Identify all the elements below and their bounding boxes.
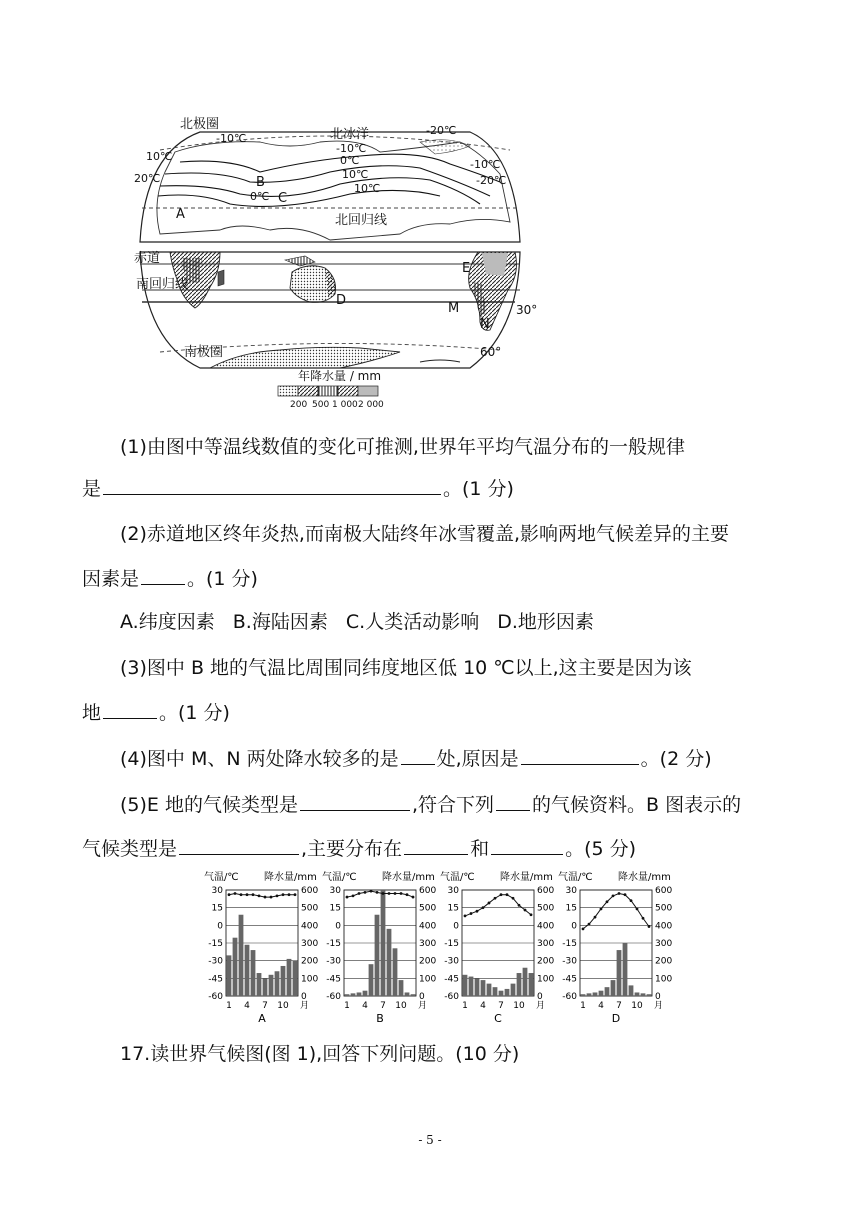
- isotherm-label: -10℃: [470, 158, 501, 171]
- temp-tick: -60: [444, 992, 459, 1002]
- month-tick: 4: [598, 1001, 604, 1011]
- precip-bar: [523, 968, 528, 996]
- precip-bar: [469, 977, 474, 996]
- q5-line1: [120, 792, 741, 817]
- q3-line1: (3)图中 B 地的气温比周围同纬度地区低 10 ℃以上,这主要是因为该: [120, 657, 692, 679]
- temp-tick: 15: [211, 903, 223, 914]
- temp-point: [648, 925, 651, 928]
- q5-mid3: 和: [470, 838, 490, 860]
- q5-pre: (5)E 地的气候类型是: [120, 794, 298, 816]
- temp-tick: -15: [562, 939, 577, 949]
- temp-tick: 15: [329, 903, 341, 914]
- climate-chart-a: [204, 870, 318, 1025]
- precip-tick: 300: [419, 939, 437, 949]
- q2-line1: (2)赤道地区终年炎热,而南极大陆终年冰雪覆盖,影响两地气候差异的主要: [120, 523, 729, 545]
- temp-tick: 0: [453, 921, 459, 932]
- isotherm-label: 10℃: [342, 168, 369, 181]
- temp-point: [288, 893, 291, 896]
- precip-bar: [647, 994, 652, 996]
- precip-bar: [593, 992, 598, 996]
- label-antarctic-circle: 南极圈: [184, 345, 224, 360]
- precip-bar: [405, 992, 410, 996]
- precip-bar: [617, 950, 622, 996]
- label-arctic-circle: 北极圈: [180, 117, 220, 132]
- precip-tick: 0: [419, 992, 425, 1002]
- temp-tick: -30: [562, 956, 577, 967]
- temp-tick: -15: [444, 939, 459, 949]
- temp-point: [270, 896, 273, 899]
- temp-tick: -45: [326, 974, 341, 985]
- precip-bar: [587, 993, 592, 996]
- temp-point: [282, 893, 285, 896]
- q5-answer-blank-1[interactable]: [300, 792, 410, 811]
- isotherm-label: -20℃: [426, 124, 457, 137]
- temp-tick: 30: [329, 886, 341, 896]
- temp-point: [630, 899, 633, 902]
- q5-mid2: ,主要分布在: [301, 838, 403, 860]
- q1-answer-blank[interactable]: [103, 476, 441, 495]
- q4-answer-blank-1[interactable]: [401, 746, 435, 765]
- month-tick: 7: [616, 1001, 622, 1011]
- isotherm-label: 0℃: [340, 154, 360, 167]
- precip-tick: 0: [301, 992, 307, 1002]
- precip-bar: [629, 985, 634, 996]
- isotherm-label: -20℃: [476, 174, 507, 187]
- precip-bar: [233, 938, 238, 996]
- temp-tick: 30: [447, 886, 459, 896]
- temp-point: [364, 891, 367, 894]
- temp-tick: 15: [565, 903, 577, 914]
- month-tick: 7: [498, 1001, 504, 1011]
- precip-tick: 100: [537, 974, 555, 985]
- precip-bar: [363, 991, 368, 996]
- q2-option-c[interactable]: C.人类活动影响: [345, 611, 480, 633]
- precip-tick: 200: [419, 956, 437, 967]
- temp-point: [276, 894, 279, 897]
- temp-point: [624, 893, 627, 896]
- climate-chart-c: [440, 870, 554, 1025]
- q2-option-b[interactable]: B.海陆因素: [232, 611, 328, 633]
- month-tick: 4: [244, 1001, 250, 1011]
- chart-title: D: [611, 1012, 621, 1025]
- precip-tick: 200: [537, 956, 555, 967]
- precip-bar: [393, 948, 398, 996]
- legend-title: 年降水量 / mm: [298, 369, 382, 383]
- q1-post: 。(1 分): [443, 478, 514, 500]
- precip-bar: [381, 890, 386, 996]
- precip-bar: [369, 964, 374, 996]
- precip-tick: 100: [301, 974, 319, 985]
- temp-point: [636, 907, 639, 910]
- temp-point: [600, 907, 603, 910]
- temp-axis-label: 气温/℃: [558, 872, 593, 883]
- month-tick: 10: [395, 1001, 407, 1011]
- temp-point: [400, 892, 403, 895]
- precip-bar: [487, 984, 492, 996]
- point-a: A: [176, 207, 185, 222]
- month-tick: 4: [362, 1001, 368, 1011]
- temp-point: [582, 927, 585, 930]
- legend-tick: 2 000: [358, 400, 384, 410]
- precip-bar: [245, 945, 250, 996]
- precip-tick: 500: [301, 903, 319, 914]
- temp-tick: 30: [211, 886, 223, 896]
- q2-line2: [82, 566, 258, 591]
- temp-tick: -30: [326, 956, 341, 967]
- precip-bar: [387, 929, 392, 996]
- legend-tick: 500: [312, 400, 330, 410]
- precip-bar: [269, 975, 274, 996]
- q1-pre: 是: [82, 478, 102, 500]
- q17-line: 17.读世界气候图(图 1),回答下列问题。(10 分): [120, 1043, 520, 1065]
- q2-answer-blank[interactable]: [141, 566, 185, 585]
- q2-options: [120, 610, 606, 634]
- temp-point: [264, 896, 267, 899]
- temp-tick: -60: [562, 992, 577, 1002]
- point-b: B: [256, 175, 265, 190]
- temp-tick: -15: [208, 939, 223, 949]
- precip-tick: 400: [419, 921, 437, 932]
- temp-point: [594, 916, 597, 919]
- q5-post2: 。(5 分): [565, 838, 637, 860]
- q5-post: 的气候资料。B 图表示的: [532, 794, 742, 816]
- precip-tick: 100: [655, 974, 673, 985]
- point-n: N: [480, 317, 490, 332]
- precip-bar: [411, 994, 416, 996]
- temp-point: [470, 912, 473, 915]
- label-lat-60: 60°: [480, 345, 502, 359]
- temp-point: [506, 893, 509, 896]
- isotherm-label: 10℃: [146, 150, 173, 163]
- precip-axis-label: 降水量/mm: [264, 872, 317, 883]
- q5-answer-blank-2[interactable]: [496, 792, 530, 811]
- temp-point: [376, 891, 379, 894]
- temp-axis-label: 气温/℃: [440, 872, 475, 883]
- precip-tick: 300: [537, 939, 555, 949]
- precip-tick: 300: [655, 939, 673, 949]
- precip-tick: 600: [419, 886, 437, 896]
- month-tick: 1: [344, 1001, 350, 1011]
- page-number: - 5 -: [418, 1133, 442, 1147]
- precip-bar: [227, 955, 232, 996]
- temp-tick: 0: [217, 921, 223, 932]
- q3-line2: [82, 700, 230, 725]
- temp-line: [465, 895, 531, 916]
- world-climate-map: [120, 112, 540, 412]
- temp-point: [394, 892, 397, 895]
- q4-pre: (4)图中 M、N 两处降水较多的是: [120, 748, 399, 770]
- precip-bar: [505, 989, 510, 996]
- temp-tick: 0: [571, 921, 577, 932]
- precip-bar: [517, 973, 522, 996]
- temp-point: [234, 892, 237, 895]
- q4-post: 。(2 分): [640, 748, 712, 770]
- precip-bar: [375, 915, 380, 996]
- precip-bar: [499, 991, 504, 996]
- q3-pre: 地: [82, 702, 102, 724]
- temp-tick: -15: [326, 939, 341, 949]
- temp-line: [229, 894, 295, 898]
- temp-point: [240, 893, 243, 896]
- temp-point: [642, 917, 645, 920]
- precip-tick: 300: [301, 939, 319, 949]
- q5-pre2: 气候类型是: [82, 838, 178, 860]
- point-d: D: [336, 293, 347, 308]
- temp-tick: -30: [444, 956, 459, 967]
- month-unit: 月: [654, 1001, 664, 1011]
- precip-bar: [287, 959, 292, 996]
- temp-tick: 0: [335, 921, 341, 932]
- temp-point: [382, 892, 385, 895]
- precip-tick: 200: [301, 956, 319, 967]
- q5-answer-blank-3[interactable]: [179, 836, 299, 855]
- temp-point: [346, 896, 349, 899]
- climate-chart-d: [558, 870, 672, 1025]
- precip-tick: 400: [537, 921, 555, 932]
- precip-bar: [275, 971, 280, 996]
- month-unit: 月: [536, 1001, 546, 1011]
- chart-title: B: [376, 1012, 384, 1025]
- temp-point: [252, 893, 255, 896]
- precip-bar: [511, 984, 516, 996]
- temp-point: [494, 897, 497, 900]
- q5-line2: [82, 836, 636, 861]
- month-tick: 1: [226, 1001, 232, 1011]
- climate-chart-b: [322, 870, 436, 1025]
- temp-tick: -45: [444, 974, 459, 985]
- precip-bar: [399, 980, 404, 996]
- label-tropic-cancer: 北回归线: [335, 213, 388, 228]
- month-tick: 10: [513, 1001, 525, 1011]
- legend-tick: 1 000: [332, 400, 358, 410]
- q3-answer-blank[interactable]: [103, 700, 157, 719]
- temp-tick: 30: [565, 886, 577, 896]
- point-c: C: [278, 191, 288, 206]
- precip-bar: [239, 915, 244, 996]
- precip-bar: [463, 975, 468, 996]
- precip-tick: 600: [537, 886, 555, 896]
- isotherm-label: 10℃: [354, 182, 381, 195]
- label-tropic-capricorn: 南回归线: [136, 277, 189, 292]
- temp-point: [612, 894, 615, 897]
- temp-point: [352, 894, 355, 897]
- precip-bar: [599, 991, 604, 996]
- precip-tick: 600: [301, 886, 319, 896]
- legend-tick: 200: [290, 400, 308, 410]
- temp-point: [530, 913, 533, 916]
- temp-point: [606, 900, 609, 903]
- temp-tick: -45: [208, 974, 223, 985]
- month-tick: 10: [631, 1001, 643, 1011]
- precip-tick: 600: [655, 886, 673, 896]
- q4-answer-blank-2[interactable]: [521, 746, 639, 765]
- climate-charts: [200, 868, 680, 1028]
- temp-point: [588, 923, 591, 926]
- temp-point: [618, 892, 621, 895]
- temp-point: [294, 893, 297, 896]
- temp-line: [583, 894, 649, 929]
- temp-point: [228, 893, 231, 896]
- month-tick: 1: [462, 1001, 468, 1011]
- precip-bar: [481, 980, 486, 996]
- temp-point: [388, 892, 391, 895]
- label-lat-30: 30°: [516, 303, 538, 317]
- temp-point: [488, 902, 491, 905]
- isotherm-label: 20℃: [134, 172, 161, 185]
- temp-axis-label: 气温/℃: [322, 872, 357, 883]
- q1-line2: [82, 476, 514, 501]
- precip-bar: [635, 992, 640, 996]
- temp-axis-label: 气温/℃: [204, 872, 239, 883]
- temp-point: [464, 915, 467, 918]
- precip-tick: 400: [301, 921, 319, 932]
- temp-point: [518, 904, 521, 907]
- precip-tick: 100: [419, 974, 437, 985]
- precip-tick: 400: [655, 921, 673, 932]
- isotherm-label: 0℃: [250, 190, 270, 203]
- precip-tick: 500: [655, 903, 673, 914]
- q3-post: 。(1 分): [159, 702, 230, 724]
- temp-point: [370, 890, 373, 893]
- point-e: E: [462, 261, 471, 276]
- precip-bar: [623, 943, 628, 996]
- temp-point: [246, 893, 249, 896]
- precip-bar: [529, 973, 534, 996]
- precip-bar: [475, 978, 480, 996]
- precip-tick: 0: [537, 992, 543, 1002]
- temp-point: [406, 893, 409, 896]
- temp-point: [258, 894, 261, 897]
- q2-post: 。(1 分): [187, 568, 258, 590]
- q5-answer-blank-5[interactable]: [491, 836, 563, 855]
- temp-point: [524, 909, 527, 912]
- precip-tick: 500: [537, 903, 555, 914]
- q2-option-d[interactable]: D.地形因素: [497, 611, 594, 633]
- temp-point: [482, 906, 485, 909]
- map-upper-panel: [140, 132, 520, 242]
- precip-bar: [345, 994, 350, 996]
- q5-mid: ,符合下列: [411, 794, 495, 816]
- q2-option-a[interactable]: A.纬度因素: [120, 611, 215, 633]
- precip-bar: [357, 992, 362, 996]
- precip-axis-label: 降水量/mm: [500, 872, 553, 883]
- precip-bar: [581, 994, 586, 996]
- precip-bar: [605, 987, 610, 996]
- temp-tick: -60: [208, 992, 223, 1002]
- temp-point: [476, 910, 479, 913]
- temp-point: [500, 893, 503, 896]
- isotherm-label: -10℃: [216, 132, 247, 145]
- precip-tick: 0: [655, 992, 661, 1002]
- q2-pre: 因素是: [82, 568, 140, 590]
- temp-tick: -45: [562, 974, 577, 985]
- precip-bar: [611, 980, 616, 996]
- precip-tick: 500: [419, 903, 437, 914]
- temp-point: [412, 896, 415, 899]
- temp-point: [358, 892, 361, 895]
- precip-axis-label: 降水量/mm: [618, 872, 671, 883]
- month-tick: 4: [480, 1001, 486, 1011]
- month-tick: 1: [580, 1001, 586, 1011]
- precip-bar: [263, 978, 268, 996]
- precip-bar: [351, 993, 356, 996]
- temp-tick: -30: [208, 956, 223, 967]
- month-unit: 月: [300, 1001, 310, 1011]
- temp-point: [512, 897, 515, 900]
- label-equator: 赤道: [134, 251, 161, 266]
- precip-bar: [257, 973, 262, 996]
- precip-axis-label: 降水量/mm: [382, 872, 435, 883]
- temp-tick: 15: [447, 903, 459, 914]
- precip-bar: [641, 993, 646, 996]
- q4-line: [120, 746, 712, 771]
- month-unit: 月: [418, 1001, 428, 1011]
- precip-bar: [251, 950, 256, 996]
- label-arctic-ocean: 北冰洋: [330, 127, 370, 142]
- temp-line: [347, 891, 413, 897]
- isotherm-label: -10℃: [336, 142, 367, 155]
- temp-tick: -60: [326, 992, 341, 1002]
- month-tick: 7: [380, 1001, 386, 1011]
- precip-bar: [293, 961, 298, 996]
- month-tick: 10: [277, 1001, 289, 1011]
- month-tick: 7: [262, 1001, 268, 1011]
- q4-mid: 处,原因是: [436, 748, 519, 770]
- precip-bar: [493, 987, 498, 996]
- q1-line1: (1)由图中等温线数值的变化可推测,世界年平均气温分布的一般规律: [120, 436, 685, 458]
- chart-title: A: [258, 1012, 266, 1025]
- precipitation-legend: [278, 368, 384, 410]
- precip-tick: 200: [655, 956, 673, 967]
- chart-title: C: [494, 1012, 502, 1025]
- precip-bar: [281, 966, 286, 996]
- q5-answer-blank-4[interactable]: [404, 836, 468, 855]
- point-m: M: [448, 301, 460, 316]
